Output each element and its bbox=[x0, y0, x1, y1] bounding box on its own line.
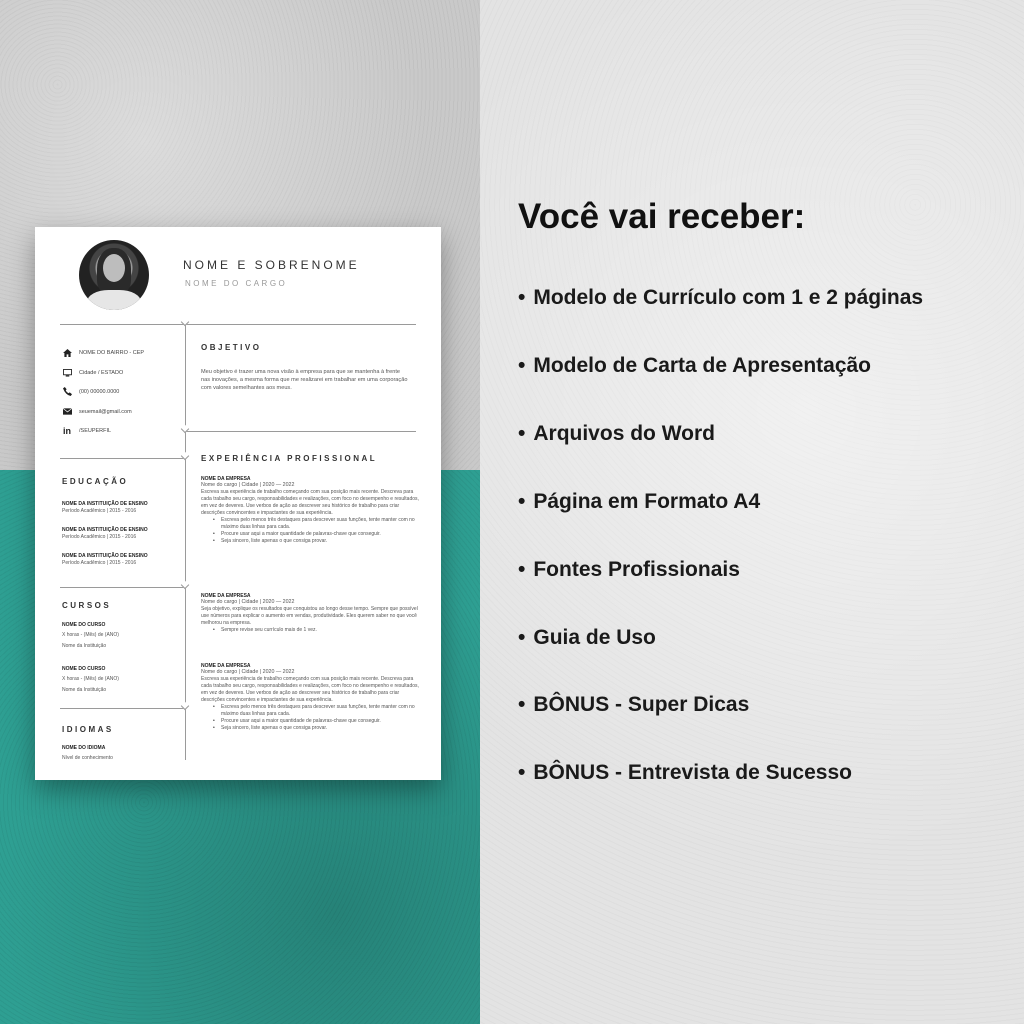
offer-item: • Modelo de Currículo com 1 e 2 páginas bbox=[518, 286, 924, 309]
job-entry: NOME DA EMPRESA Nome do cargo | Cidade | 2020 — 2022 Seja objetivo, explique os resultados que conquistou ao longo desse tempo. Sempre que possível use números para explicar o aumento em vendas, produtividade. Eles querem saber no que você melhorou na empresa. • Sempre revise seu currículo mais de 1 vez. bbox=[201, 593, 419, 634]
contact-address: NOME DO BAIRRO - CEP bbox=[62, 348, 144, 357]
offer-item: • Página em Formato A4 bbox=[518, 490, 761, 513]
job-entry: NOME DA EMPRESA Nome do cargo | Cidade | 2020 — 2022 Escreva sua experiência de trabalho começando com sua posição mais recente. Descreva para cada trabalho seu cargo, responsabilidades e realizações, com foco no desempenho e resultados, em vez de deveres. Use verbos de ação ao descrever seu histórico de trabalho para criar descrições convincentes e impactantes de sua experiência. • Escreva pelo menos três destaques para descrever suas funções, tente manter com no máximo duas linhas para cada. • Procure usar aqui a maior quantidade de palavras-chave que conseguir. • Seja sincero, liste apenas o que consiga provar. bbox=[201, 663, 419, 732]
offer-heading: Você vai receber: bbox=[518, 197, 806, 236]
envelope-icon bbox=[62, 407, 72, 416]
header-divider bbox=[60, 324, 416, 325]
offer-item: • BÔNUS - Entrevista de Sucesso bbox=[518, 761, 852, 784]
objective-title: OBJETIVO bbox=[201, 343, 262, 352]
profile-photo bbox=[79, 240, 149, 310]
phone-icon bbox=[62, 387, 72, 396]
monitor-icon bbox=[62, 368, 72, 377]
offer-item: • Arquivos do Word bbox=[518, 422, 715, 445]
offer-item: • BÔNUS - Super Dicas bbox=[518, 693, 750, 716]
objective-text: Meu objetivo é trazer uma nova visão à empresa para que se mantenha à frente nas inovações, a mesma forma que me realizarei em trabalhar em uma corporação com valores semelhantes aos meus. bbox=[201, 369, 408, 391]
linkedin-icon: in bbox=[63, 425, 71, 436]
experience-title: EXPERIÊNCIA PROFISSIONAL bbox=[201, 454, 378, 463]
education-title: EDUCAÇÃO bbox=[62, 477, 129, 486]
offer-item: • Guia de Uso bbox=[518, 626, 656, 649]
contact-phone: (00) 00000.0000 bbox=[62, 387, 119, 396]
offer-item: • Modelo de Carta de Apresentação bbox=[518, 354, 871, 377]
contact-email: seuemail@gmail.com bbox=[62, 407, 132, 416]
offer-item: • Fontes Profissionais bbox=[518, 558, 740, 581]
resume-sheet: NOME E SOBRENOME NOME DO CARGO NOME DO BAIRRO - CEP Cidade / ESTADO (00) 00000.0000 seuemail@gmail.com in /SEUPERFIL EDUCAÇÃO NOME DA INSTITUIÇÃO DE ENSINO Período Acadêmico | 2015 - 2016 NOME DA INSTITUIÇÃO DE ENSINO Período Acadêmico | 2015 - 2016 NOME DA INSTITUIÇÃO DE ENSINO Período Acadêmico | 2015 - 2016 CURSOS NOME DO CURSO X horas - (Mês) de (ANO) Nome da Instituição NOME DO CURSO X horas - (Mês) de (ANO) Nome da Instituição IDIOMAS NOME DO IDIOMA Nível de conhecimento OBJETIVO Meu objetivo é trazer uma nova visão à empresa para que se mantenha à frente nas inovações, a mesma forma que me realizarei em trabalhar em uma corporação com valores semelhantes aos meus. EXPERIÊNCIA PROFISSIONAL NOME DA EMPRESA Nome do cargo | Cidade | 2020 — 2022 Escreva sua experiência de trabalho começando com sua posição mais recente. Descreva para cada trabalho seu cargo, responsabilidades e realizações, com foco no desempenho e resultados, em vez de deveres. Use verbos de ação ao descrever seu histórico de trabalho para criar descrições convincentes e impactantes de sua experiência. • Escreva pelo menos três destaques para descrever suas funções, tente manter com no máximo duas linhas para cada. • Procure usar aqui a maior quantidade de palavras-chave que conseguir. • Seja sincero, liste apenas o que consiga provar. NOME DA EMPRESA Nome do cargo | Cidade | 2020 — 2022 Seja objetivo, explique os resultados que conquistou ao longo desse tempo. Sempre que possível use números para explicar o aumento em vendas, produtividade. Eles querem saber no que você melhorou na empresa. • Sempre revise seu currículo mais de 1 vez. NOME DA EMPRESA Nome do cargo | Cidade | 2020 — 2022 Escreva sua experiência de trabalho começando com sua posição mais recente. Descreva para cada trabalho seu cargo, responsabilidades e realizações, com foco no desempenho e resultados, em vez de deveres. Use verbos de ação ao descrever seu histórico de trabalho para criar descrições convincentes e impactantes de sua experiência. • Escreva pelo menos três destaques para descrever suas funções, tente manter com no máximo duas linhas para cada. • Procure usar aqui a maior quantidade de palavras-chave que conseguir. • Seja sincero, liste apenas o que consiga provar. bbox=[35, 227, 441, 780]
resume-name: NOME E SOBRENOME bbox=[183, 258, 360, 272]
job-entry: NOME DA EMPRESA Nome do cargo | Cidade | 2020 — 2022 Escreva sua experiência de trabalho começando com sua posição mais recente. Descreva para cada trabalho seu cargo, responsabilidades e realizações, com foco no desempenho e resultados, em vez de deveres. Use verbos de ação ao descrever seu histórico de trabalho para criar descrições convincentes e impactantes de sua experiência. • Escreva pelo menos três destaques para descrever suas funções, tente manter com no máximo duas linhas para cada. • Procure usar aqui a maior quantidade de palavras-chave que conseguir. • Seja sincero, liste apenas o que consiga provar. bbox=[201, 476, 419, 545]
home-icon bbox=[62, 348, 72, 357]
languages-title: IDIOMAS bbox=[62, 725, 114, 734]
column-divider bbox=[185, 324, 186, 760]
contact-linkedin: in /SEUPERFIL bbox=[63, 425, 112, 436]
resume-role: NOME DO CARGO bbox=[185, 279, 288, 288]
contact-city: Cidade / ESTADO bbox=[62, 368, 123, 377]
courses-title: CURSOS bbox=[62, 601, 112, 610]
